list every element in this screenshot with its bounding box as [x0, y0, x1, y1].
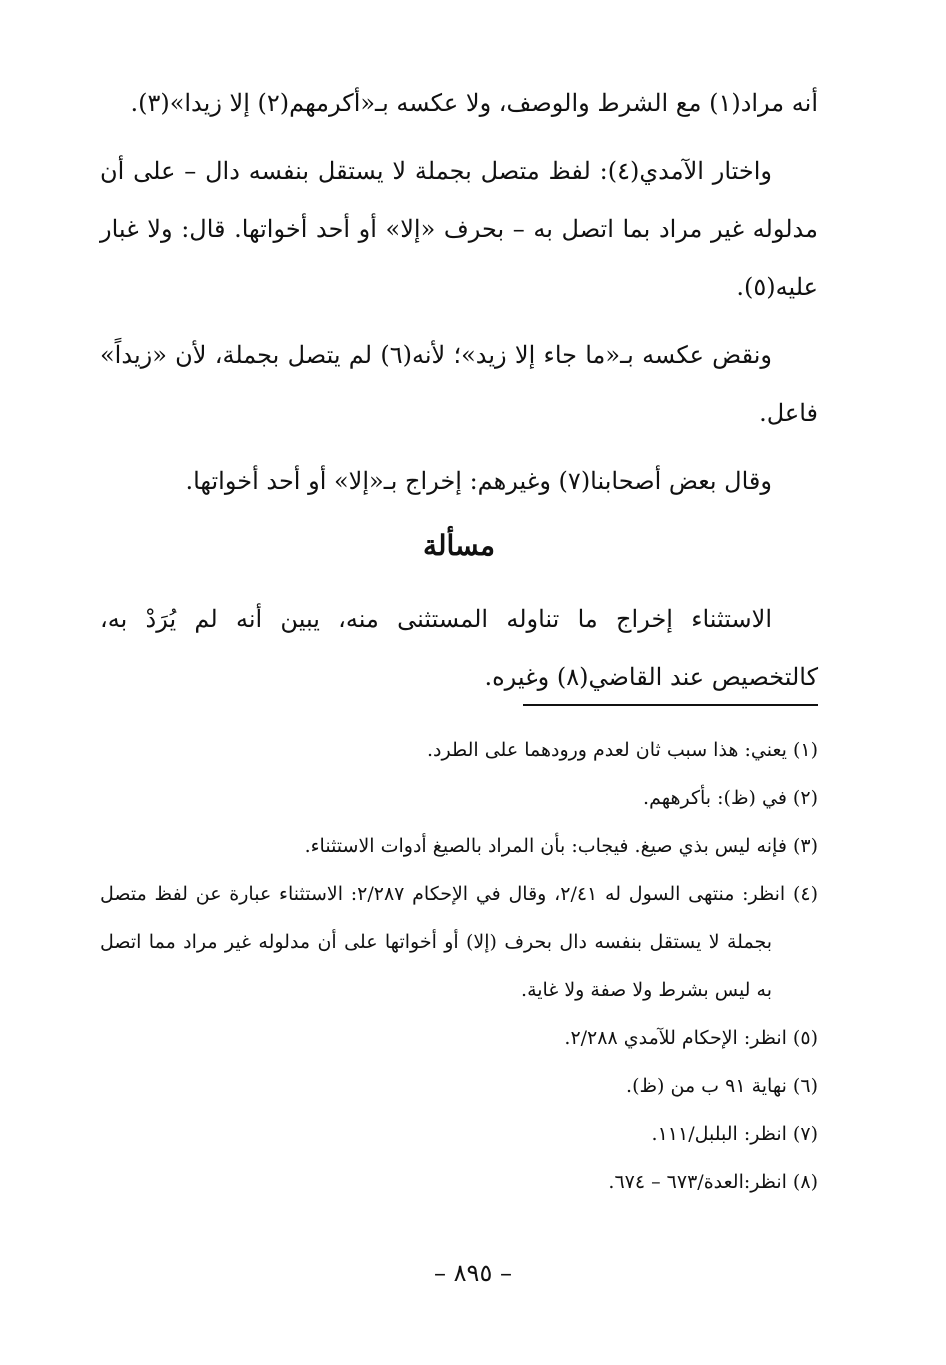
footnote-3: (٣) فإنه ليس بذي صيغ. فيجاب: بأن المراد بالصيغ أدوات الاستثناء.	[304, 835, 818, 857]
footnote-separator	[523, 704, 818, 706]
footnote-1: (١) يعني: هذا سبب ثان لعدم ورودهما على الطرد.	[427, 739, 818, 761]
footnote-6: (٦) نهاية ٩١ ب من (ظ).	[626, 1075, 818, 1097]
footnotes	[100, 726, 818, 1206]
footnote-7: (٧) انظر: البلبل/١١١.	[651, 1123, 818, 1145]
paragraph-1: أنه مراد(١) مع الشرط والوصف، ولا عكسه بـ«أكرمهم(٢) إلا زيدا»(٣).	[130, 89, 818, 117]
footnote-8: (٨) انظر:العدة/٦٧٣ – ٦٧٤.	[608, 1171, 818, 1193]
page-number: – ٨٩٥ –	[434, 1259, 512, 1287]
paragraph-5: الاستثناء إخراج ما تناوله المستثنى منه، يبين أنه لم يُرَدْ به، كالتخصيص عند القاضي(٨) وغيره.	[100, 605, 818, 691]
paragraph-2: واختار الآمدي(٤): لفظ متصل بجملة لا يستقل بنفسه دال – على أن مدلوله غير مراد بما اتصل به – بحرف «إلا» أو أحد أخواتها. قال: ولا غبار عليه(٥).	[100, 157, 818, 301]
footnote-5: (٥) انظر: الإحكام للآمدي ٢/٢٨٨.	[564, 1027, 818, 1049]
footnote-2: (٢) في (ظ): بأكرههم.	[643, 787, 818, 809]
footnote-4: (٤) انظر: منتهى السول له ٢/٤١، وقال في الإحكام ٢/٢٨٧: الاستثناء عبارة عن لفظ متصل بجملة لا يستقل بنفسه دال بحرف (إلا) أو أخواتها على أن مدلوله غير مراد مما اتصل به ليس بشرط ولا صفة ولا غاية.	[100, 883, 818, 1001]
section-heading: مسألة	[422, 529, 496, 562]
main-text	[100, 74, 818, 716]
paragraph-4: وقال بعض أصحابنا(٧) وغيرهم: إخراج بـ«إلا» أو أحد أخواتها.	[185, 467, 772, 495]
paragraph-3: ونقض عكسه بـ«ما جاء إلا زيد»؛ لأنه(٦) لم يتصل بجملة، لأن «زيداً» فاعل.	[100, 341, 818, 427]
